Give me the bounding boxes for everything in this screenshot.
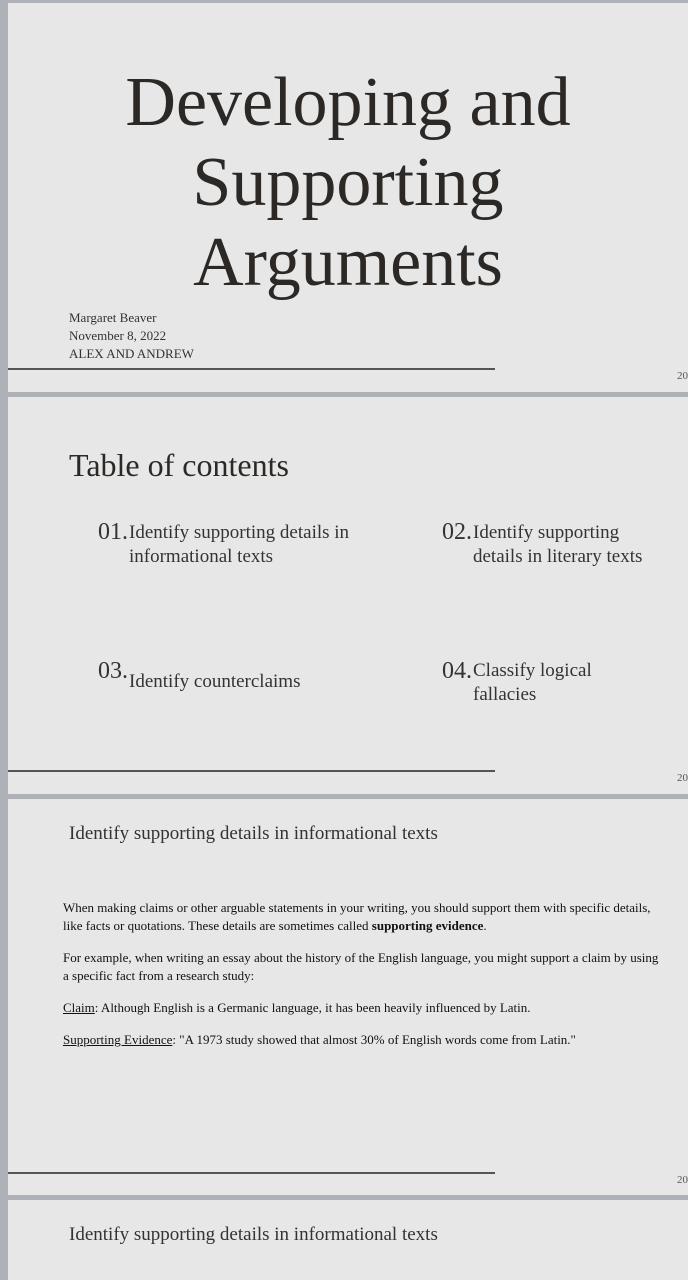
slide-title-line-1: Developing and bbox=[125, 64, 571, 141]
slide-body bbox=[63, 899, 663, 1063]
toc-item-3-number: 03. bbox=[98, 658, 128, 684]
paragraph-2: For example, when writing an essay about the history of the English language, you might support a claim by using a specific fact from a research study: bbox=[63, 950, 659, 983]
claim-line bbox=[63, 999, 663, 1017]
toc-item-3-text: Identify counterclaims bbox=[129, 671, 301, 692]
organization-name: ALEX AND ANDREW bbox=[69, 346, 194, 361]
evidence-text: : "A 1973 study showed that almost 30% of English words come from Latin." bbox=[172, 1032, 576, 1047]
footer-divider bbox=[8, 770, 495, 772]
page-number: 20 bbox=[677, 370, 688, 382]
page-number: 20 bbox=[677, 772, 688, 784]
toc-item-4-text: Classify logical fallacies bbox=[473, 660, 592, 705]
toc-slide[interactable] bbox=[8, 397, 688, 794]
toc-heading: Table of contents bbox=[69, 447, 289, 483]
toc-item-1-text: Identify supporting details in informational texts bbox=[129, 522, 350, 567]
paragraph-1-end: . bbox=[483, 918, 487, 933]
toc-item-2-number: 02. bbox=[442, 519, 472, 545]
supporting-evidence-term: supporting evidence bbox=[371, 918, 484, 933]
presentation-date: November 8, 2022 bbox=[69, 328, 167, 343]
page-number: 20 bbox=[677, 1174, 688, 1186]
title-slide[interactable] bbox=[8, 3, 688, 392]
evidence-line bbox=[63, 1031, 663, 1049]
slide-heading: Identify supporting details in informational texts bbox=[69, 1224, 438, 1245]
claim-text: : Although English is a Germanic language, it has been heavily influenced by Latin. bbox=[94, 1000, 531, 1015]
slide-title-line-3: Arguments bbox=[193, 224, 503, 301]
content-slide[interactable] bbox=[8, 799, 688, 1195]
toc-item-4-number: 04. bbox=[442, 658, 472, 684]
footer-divider bbox=[8, 1172, 495, 1174]
toc-item-1-number: 01. bbox=[98, 519, 128, 545]
evidence-label: Supporting Evidence bbox=[63, 1032, 173, 1047]
content-slide-partial[interactable] bbox=[8, 1200, 688, 1280]
slide-heading: Identify supporting details in informational texts bbox=[69, 823, 438, 844]
paragraph-1 bbox=[63, 899, 663, 935]
footer-divider bbox=[8, 368, 495, 370]
toc-item-2-text: Identify supporting details in literary texts bbox=[473, 522, 643, 567]
paragraph-1-text: When making claims or other arguable statements in your writing, you should support them with specific details, like facts or quotations. These details are sometimes called bbox=[63, 900, 651, 933]
author-name: Margaret Beaver bbox=[69, 310, 157, 325]
slide-title-line-2: Supporting bbox=[192, 144, 504, 221]
claim-label: Claim bbox=[63, 1000, 95, 1015]
